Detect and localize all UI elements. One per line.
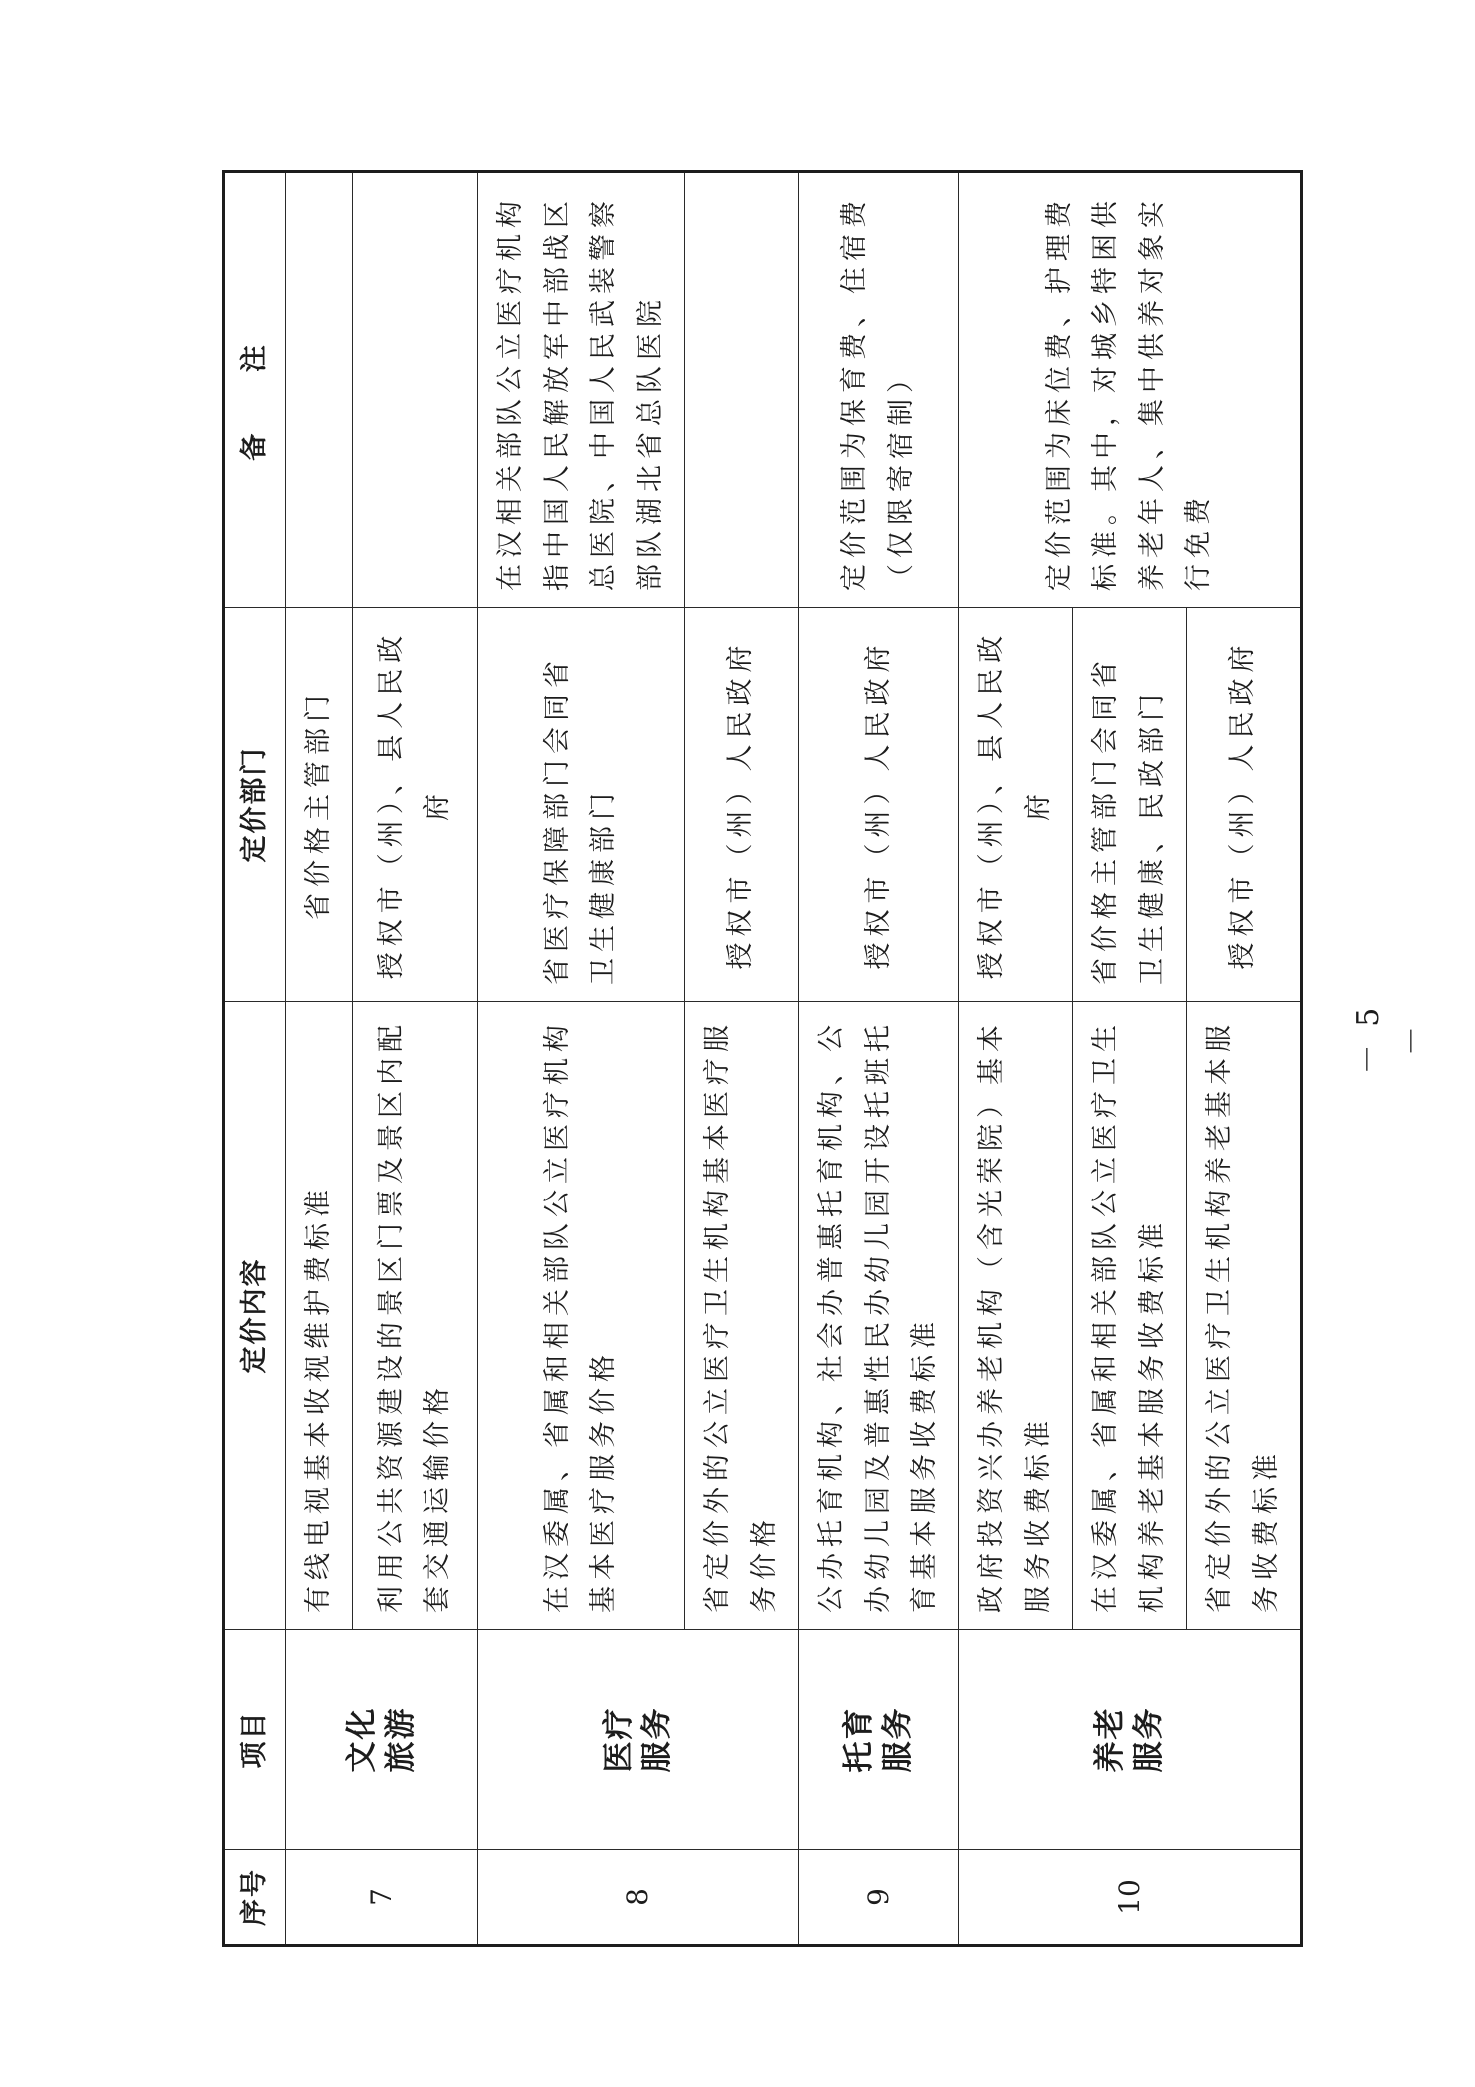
department-cell: 省医疗保障部门会同省卫生健康部门 [478,608,685,1002]
notes-cell [685,172,799,608]
content-cell: 利用公共资源建设的景区门票及景区内配套交通运输价格 [353,1002,478,1630]
department-cell: 授权市（州）人民政府 [685,608,799,1002]
row-category-childcare-service: 托育 服务 [799,1630,959,1850]
table-row [286,172,353,1946]
notes-cell [286,172,353,608]
content-cell: 省定价外的公立医疗卫生机构基本医疗服务价格 [685,1002,799,1630]
row-seq-7: 7 [286,1850,478,1946]
notes-cell [353,172,478,608]
row-category-elderly-care-service: 养老 服务 [959,1630,1302,1850]
notes-cell: 在汉相关部队公立医疗机构指中国人民解放军中部战区总医院、中国人民武装警察部队湖北省总队医院 [478,172,685,608]
content-cell: 在汉委属、省属和相关部队公立医疗机构基本医疗服务价格 [478,1002,685,1630]
row-seq-8: 8 [478,1850,799,1946]
table-row [799,172,959,1946]
pricing-catalog-table [222,170,1303,1947]
department-cell: 省价格主管部门 [286,608,353,1002]
notes-cell: 定价范围为床位费、护理费标准。其中，对城乡特困供养老年人、集中供养对象实行免费 [959,172,1302,608]
header-notes: 备 注 [224,172,286,608]
notes-cell: 定价范围为保育费、住宿费（仅限寄宿制） [799,172,959,608]
content-cell: 政府投资兴办养老机构（含光荣院）基本服务收费标准 [959,1002,1073,1630]
row-category-medical-service: 医疗 服务 [478,1630,799,1850]
row-seq-10: 10 [959,1850,1302,1946]
table-row [959,172,1073,1946]
header-content: 定价内容 [224,1002,286,1630]
department-cell: 授权市（州）、县人民政府 [959,608,1073,1002]
content-cell: 省定价外的公立医疗卫生机构养老基本服务收费标准 [1187,1002,1302,1630]
table-row [478,172,685,1946]
row-category-culture-tourism: 文化 旅游 [286,1630,478,1850]
content-cell: 在汉委属、省属和相关部队公立医疗卫生机构养老基本服务收费标准 [1073,1002,1187,1630]
page-number: － 5 － [1351,1003,1430,1075]
header-category: 项目 [224,1630,286,1850]
department-cell: 省价格主管部门会同省卫生健康、民政部门 [1073,608,1187,1002]
content-cell: 公办托育机构、社会办普惠托育机构、公办幼儿园及普惠性民办幼儿园开设托班托育基本服务收费标准 [799,1002,959,1630]
header-department: 定价部门 [224,608,286,1002]
table-header-row [224,172,286,1946]
department-cell: 授权市（州）、县人民政府 [353,608,478,1002]
department-cell: 授权市（州）人民政府 [799,608,959,1002]
row-seq-9: 9 [799,1850,959,1946]
content-cell: 有线电视基本收视维护费标准 [286,1002,353,1630]
department-cell: 授权市（州）人民政府 [1187,608,1302,1002]
header-seq: 序号 [224,1850,286,1946]
